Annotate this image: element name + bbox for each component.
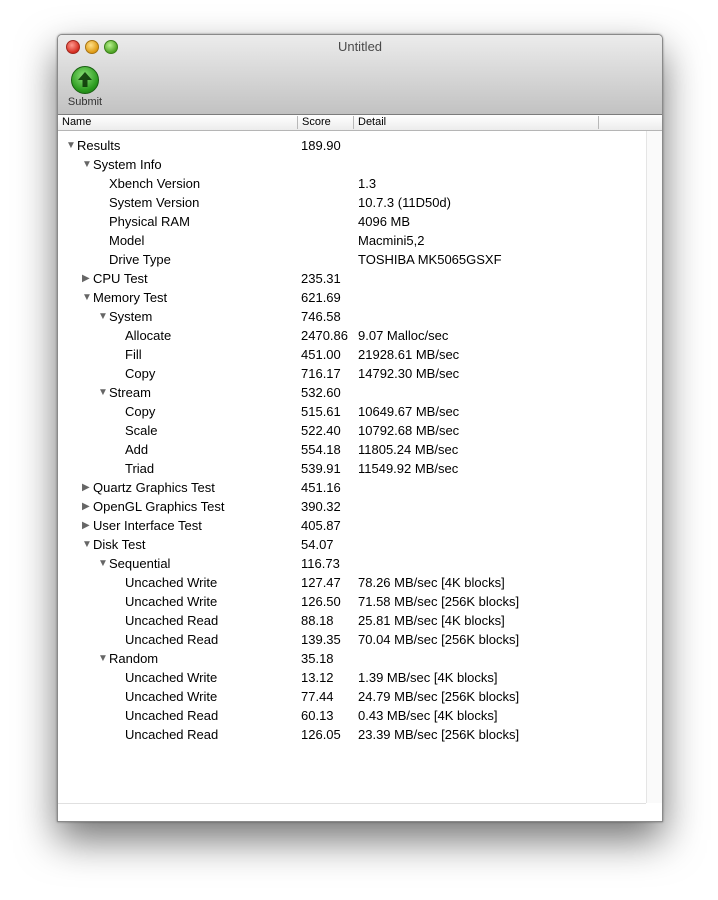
row-name: OpenGL Graphics Test	[93, 499, 225, 514]
outline-row[interactable]	[58, 725, 646, 744]
disclosure-triangle-closed-icon[interactable]: ▶	[82, 482, 90, 493]
row-score: 88.18	[301, 613, 334, 628]
disclosure-triangle-open-icon[interactable]: ▼	[82, 292, 92, 303]
row-score: 77.44	[301, 689, 334, 704]
row-name: Disk Test	[93, 537, 146, 552]
outline-row[interactable]	[58, 592, 646, 611]
row-score: 13.12	[301, 670, 334, 685]
outline-row[interactable]	[58, 630, 646, 649]
row-name: Uncached Read	[125, 708, 219, 723]
row-detail: Macmini5,2	[358, 233, 425, 248]
outline-row[interactable]	[58, 687, 646, 706]
row-score	[301, 174, 354, 193]
row-name: Uncached Read	[125, 632, 219, 647]
vertical-scroll-track[interactable]	[646, 131, 663, 803]
outline-row[interactable]	[58, 193, 646, 212]
outline-row[interactable]	[58, 307, 646, 326]
outline-row[interactable]	[58, 364, 646, 383]
disclosure-triangle-open-icon[interactable]: ▼	[66, 140, 76, 151]
row-score: 126.50	[301, 594, 341, 609]
disclosure-triangle-open-icon[interactable]: ▼	[98, 311, 108, 322]
row-score: 189.90	[301, 138, 341, 153]
outline-bottom-border	[58, 803, 646, 804]
row-detail: 24.79 MB/sec [256K blocks]	[358, 689, 520, 704]
row-detail	[358, 288, 648, 307]
row-detail	[358, 383, 648, 402]
row-score: 451.16	[301, 480, 341, 495]
row-name: Sequential	[109, 556, 171, 571]
disclosure-triangle-open-icon[interactable]: ▼	[98, 558, 108, 569]
column-header-name[interactable]: Name	[62, 116, 92, 128]
row-detail: 10792.68 MB/sec	[358, 423, 460, 438]
row-name: Quartz Graphics Test	[93, 480, 215, 495]
outline-row[interactable]	[58, 136, 646, 155]
row-name: Uncached Write	[125, 575, 218, 590]
outline-row[interactable]	[58, 174, 646, 193]
outline-row[interactable]	[58, 459, 646, 478]
row-name: Results	[77, 138, 121, 153]
outline-row[interactable]	[58, 611, 646, 630]
arrow-up-icon	[71, 66, 99, 94]
row-name: Uncached Write	[125, 594, 218, 609]
app-window	[57, 34, 663, 822]
row-detail: 1.39 MB/sec [4K blocks]	[358, 670, 498, 685]
row-score: 554.18	[301, 442, 341, 457]
row-name: Triad	[125, 461, 155, 476]
disclosure-triangle-open-icon[interactable]: ▼	[82, 539, 92, 550]
row-detail: 78.26 MB/sec [4K blocks]	[358, 575, 505, 590]
row-detail: 11805.24 MB/sec	[358, 442, 459, 457]
outline-row[interactable]	[58, 231, 646, 250]
outline-row[interactable]	[58, 345, 646, 364]
column-header-score[interactable]: Score	[302, 116, 331, 128]
row-score: 539.91	[301, 461, 341, 476]
row-name: Physical RAM	[109, 214, 190, 229]
outline-row[interactable]	[58, 155, 646, 174]
row-score: 746.58	[301, 309, 341, 324]
submit-label: Submit	[67, 96, 103, 108]
row-score	[301, 193, 354, 212]
row-detail: 9.07 Malloc/sec	[358, 328, 449, 343]
row-detail: 70.04 MB/sec [256K blocks]	[358, 632, 520, 647]
disclosure-triangle-closed-icon[interactable]: ▶	[82, 501, 90, 512]
row-detail	[358, 269, 648, 288]
row-name: Add	[125, 442, 149, 457]
row-score: 127.47	[301, 575, 341, 590]
row-detail	[358, 649, 648, 668]
row-score: 716.17	[301, 366, 341, 381]
row-detail	[358, 535, 648, 554]
row-detail: 23.39 MB/sec [256K blocks]	[358, 727, 520, 742]
row-detail: 71.58 MB/sec [256K blocks]	[358, 594, 520, 609]
column-divider[interactable]	[598, 116, 599, 129]
outline-row[interactable]	[58, 649, 646, 668]
row-detail: 4096 MB	[358, 214, 411, 229]
row-score: 621.69	[301, 290, 341, 305]
outline-row[interactable]	[58, 212, 646, 231]
row-score	[301, 155, 354, 174]
outline-row[interactable]	[58, 668, 646, 687]
outline-row[interactable]	[58, 269, 646, 288]
row-score: 522.40	[301, 423, 341, 438]
outline-row[interactable]	[58, 250, 646, 269]
row-score: 2470.86	[301, 328, 348, 343]
row-name: Uncached Read	[125, 613, 219, 628]
outline-row[interactable]	[58, 402, 646, 421]
row-score	[301, 250, 354, 269]
row-detail: 21928.61 MB/sec	[358, 347, 460, 362]
outline-row[interactable]	[58, 706, 646, 725]
row-detail: 10.7.3 (11D50d)	[358, 195, 451, 210]
column-header-detail[interactable]: Detail	[358, 116, 387, 128]
row-score: 54.07	[301, 537, 334, 552]
outline-row[interactable]	[58, 478, 646, 497]
row-name: System Version	[109, 195, 200, 210]
row-name: Drive Type	[109, 252, 171, 267]
row-detail	[358, 516, 648, 535]
row-score: 405.87	[301, 518, 341, 533]
results-outline[interactable]	[58, 131, 662, 821]
row-name: Xbench Version	[109, 176, 201, 191]
row-detail: 1.3	[358, 176, 377, 191]
row-score: 60.13	[301, 708, 334, 723]
row-name: CPU Test	[93, 271, 148, 286]
row-name: System	[109, 309, 153, 324]
row-name: System Info	[93, 157, 162, 172]
row-score: 116.73	[301, 556, 340, 571]
row-detail: 25.81 MB/sec [4K blocks]	[358, 613, 505, 628]
row-detail: 11549.92 MB/sec	[358, 461, 459, 476]
outline-row[interactable]	[58, 535, 646, 554]
row-score: 235.31	[301, 271, 341, 286]
row-detail	[358, 136, 648, 155]
row-name: Uncached Write	[125, 689, 218, 704]
row-name: Copy	[125, 366, 156, 381]
disclosure-triangle-open-icon[interactable]: ▼	[98, 387, 108, 398]
row-name: Copy	[125, 404, 156, 419]
row-name: User Interface Test	[93, 518, 202, 533]
outline-row[interactable]	[58, 288, 646, 307]
row-detail	[358, 307, 648, 326]
row-score: 35.18	[301, 651, 334, 666]
outline-row[interactable]	[58, 440, 646, 459]
title-bar	[58, 35, 662, 115]
outline-row[interactable]	[58, 516, 646, 535]
row-name: Uncached Read	[125, 727, 219, 742]
outline-row[interactable]	[58, 573, 646, 592]
disclosure-triangle-open-icon[interactable]: ▼	[98, 653, 108, 664]
row-name: Scale	[125, 423, 158, 438]
window-title: Untitled	[337, 39, 383, 54]
row-detail	[358, 155, 648, 174]
row-detail: 14792.30 MB/sec	[358, 366, 460, 381]
row-detail: 10649.67 MB/sec	[358, 404, 460, 419]
outline-row[interactable]	[58, 497, 646, 516]
outline-row[interactable]	[58, 326, 646, 345]
row-detail	[358, 554, 648, 573]
row-name: Fill	[125, 347, 142, 362]
outline-row[interactable]	[58, 421, 646, 440]
row-name: Memory Test	[93, 290, 168, 305]
row-detail	[358, 497, 648, 516]
row-score: 126.05	[301, 727, 341, 742]
row-name: Model	[109, 233, 145, 248]
row-score: 390.32	[301, 499, 341, 514]
row-score	[301, 231, 354, 250]
outline-row[interactable]	[58, 554, 646, 573]
row-detail	[358, 478, 648, 497]
row-score: 532.60	[301, 385, 341, 400]
outline-row[interactable]	[58, 383, 646, 402]
row-score	[301, 212, 354, 231]
row-score: 515.61	[301, 404, 341, 419]
submit-button[interactable]	[64, 66, 106, 112]
row-name: Random	[109, 651, 159, 666]
disclosure-triangle-closed-icon[interactable]: ▶	[82, 273, 90, 284]
outline-header	[58, 115, 662, 131]
row-name: Stream	[109, 385, 151, 400]
row-score: 139.35	[301, 632, 341, 647]
disclosure-triangle-open-icon[interactable]: ▼	[82, 159, 92, 170]
row-name: Uncached Write	[125, 670, 218, 685]
row-detail: 0.43 MB/sec [4K blocks]	[358, 708, 498, 723]
row-name: Allocate	[125, 328, 172, 343]
disclosure-triangle-closed-icon[interactable]: ▶	[82, 520, 90, 531]
row-score: 451.00	[301, 347, 341, 362]
row-detail: TOSHIBA MK5065GSXF	[358, 252, 502, 267]
